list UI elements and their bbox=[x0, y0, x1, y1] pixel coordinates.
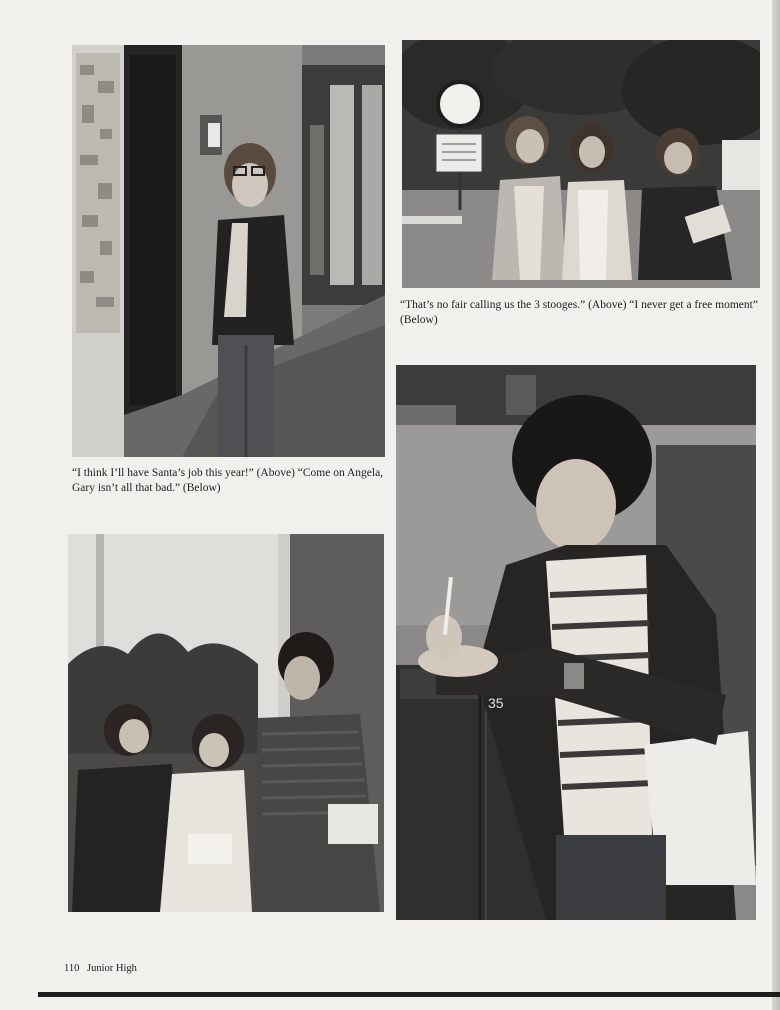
page-number: 110 bbox=[64, 963, 80, 974]
page-bottom-rule bbox=[38, 992, 780, 997]
photo-hallway-image bbox=[72, 45, 385, 457]
caption-right: “That’s no fair calling us the 3 stooges.” (Above) “I never get a free moment” (Below) bbox=[400, 299, 758, 326]
page-edge bbox=[772, 0, 780, 1010]
caption-left: “I think I’ll have Santa’s job this year!” (Above) “Come on Angela, Gary isn’t all that bad.” (Below) bbox=[72, 467, 384, 494]
page-folio bbox=[64, 963, 137, 974]
photo-three-students-image bbox=[68, 534, 384, 912]
photo-three-girls bbox=[402, 40, 760, 288]
section-name: Junior High bbox=[87, 963, 137, 974]
locker-number: 35 bbox=[488, 695, 504, 711]
photo-three-girls-image bbox=[402, 40, 760, 288]
photo-boy-at-locker bbox=[396, 365, 756, 920]
photo-hallway-student bbox=[72, 45, 385, 457]
photo-three-students bbox=[68, 534, 384, 912]
photo-boy-at-locker-image bbox=[396, 365, 756, 920]
